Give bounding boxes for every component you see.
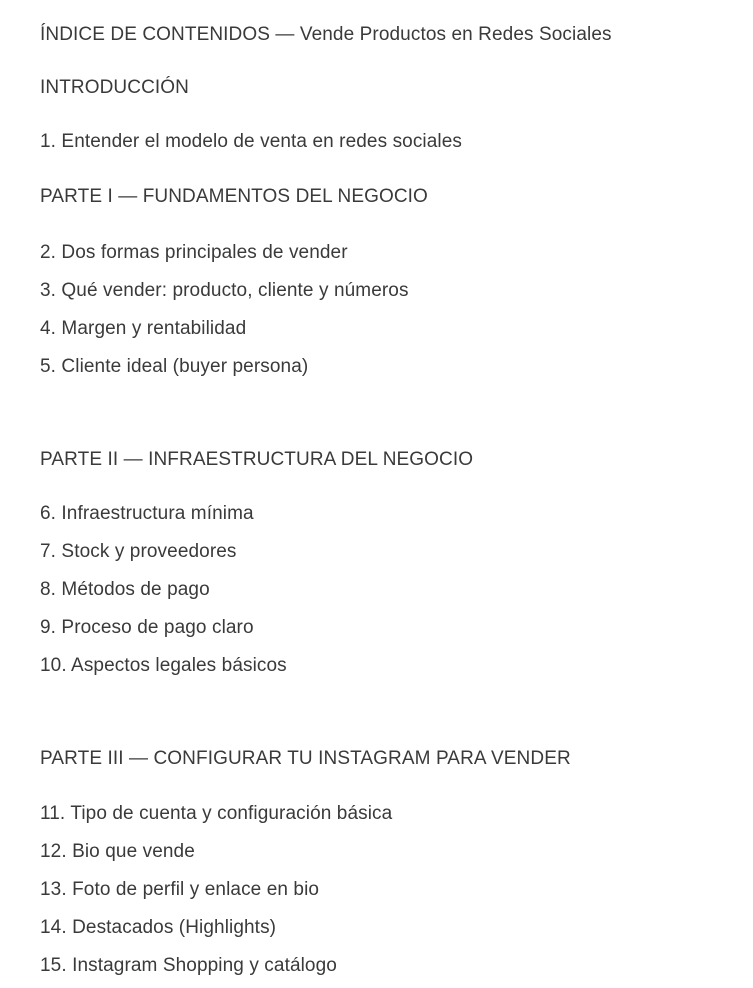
section-heading-parte-1: PARTE I — FUNDAMENTOS DEL NEGOCIO [40, 186, 428, 207]
toc-item-6: 6. Infraestructura mínima [40, 503, 254, 524]
section-heading-parte-2: PARTE II — INFRAESTRUCTURA DEL NEGOCIO [40, 449, 474, 470]
toc-item-7: 7. Stock y proveedores [40, 541, 237, 562]
toc-item-4: 4. Margen y rentabilidad [40, 318, 247, 339]
toc-item-13: 13. Foto de perfil y enlace en bio [40, 879, 320, 900]
toc-item-8: 8. Métodos de pago [40, 579, 210, 600]
toc-item-14: 14. Destacados (Highlights) [40, 917, 277, 938]
toc-item-9: 9. Proceso de pago claro [40, 617, 254, 638]
toc-item-3: 3. Qué vender: producto, cliente y números [40, 280, 409, 301]
toc-item-15: 15. Instagram Shopping y catálogo [40, 955, 337, 976]
section-heading-introduccion: INTRODUCCIÓN [40, 77, 189, 98]
toc-item-12: 12. Bio que vende [40, 841, 195, 862]
toc-item-1: 1. Entender el modelo de venta en redes sociales [40, 131, 463, 152]
toc-title: ÍNDICE DE CONTENIDOS — Vende Productos en Redes Sociales [40, 24, 612, 45]
toc-item-11: 11. Tipo de cuenta y configuración básica [40, 803, 393, 824]
toc-item-10: 10. Aspectos legales básicos [40, 655, 287, 676]
toc-item-2: 2. Dos formas principales de vender [40, 242, 348, 263]
section-heading-parte-3: PARTE III — CONFIGURAR TU INSTAGRAM PARA VENDER [40, 748, 571, 769]
toc-item-5: 5. Cliente ideal (buyer persona) [40, 356, 309, 377]
